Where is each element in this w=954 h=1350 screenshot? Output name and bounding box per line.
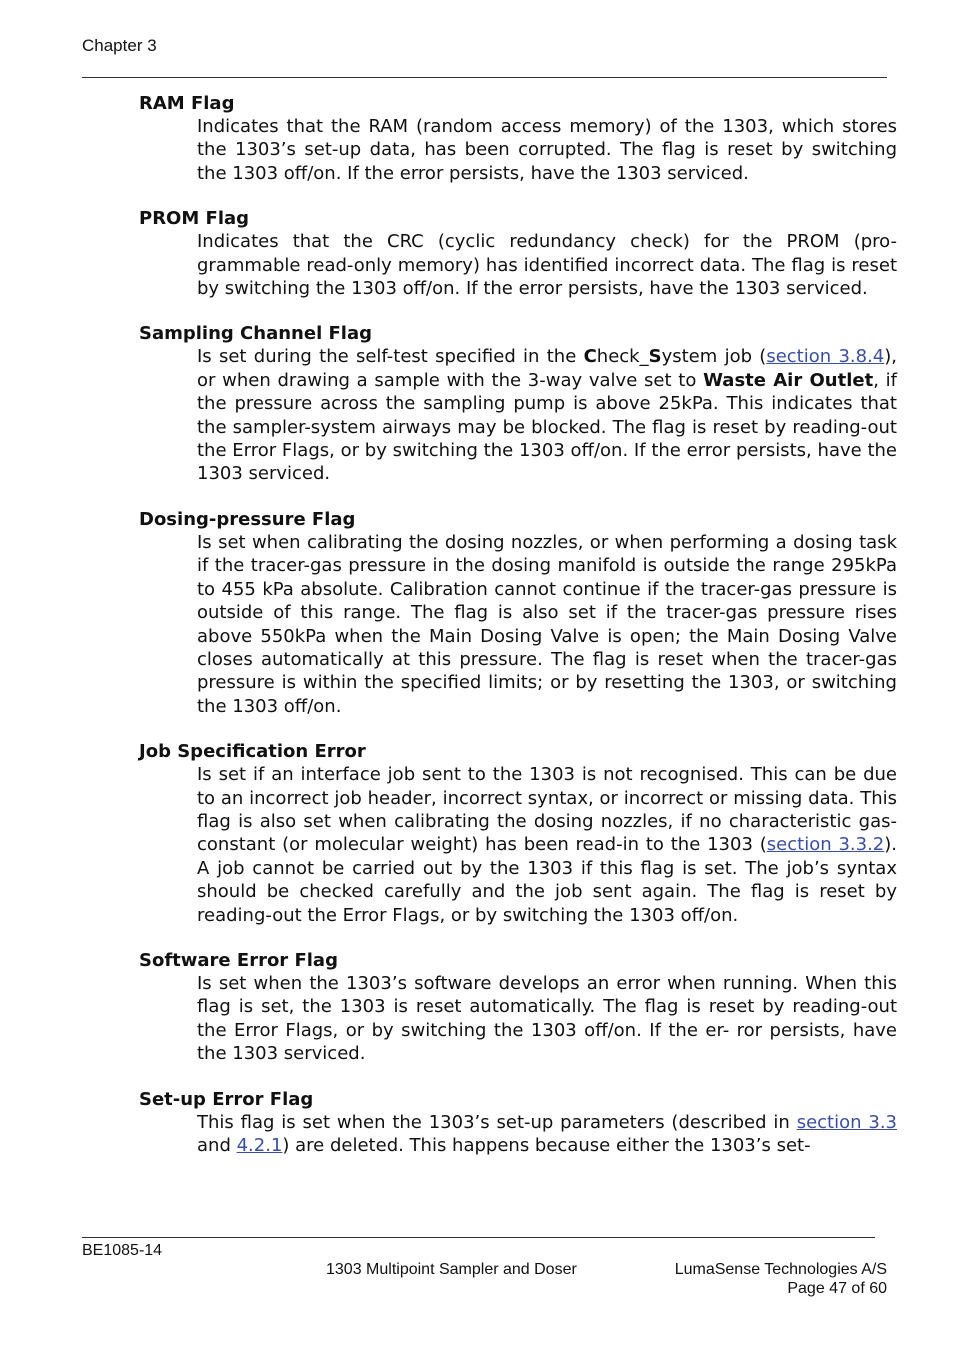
entry-set-up-error-flag bbox=[139, 1088, 897, 1158]
text-run: ). A job cannot be carried out by the 1303 if this flag is set. The job’s syntax should be checked carefully and the job sent again. The flag is reset by reading-out the Error Flags, or by switching the 1303 off/on. bbox=[197, 834, 897, 926]
text-run: Is set during the self-test specified in the bbox=[197, 346, 584, 368]
entry-dosing-pressure-flag bbox=[139, 508, 897, 718]
section-link-3-3-2[interactable]: section 3.3.2 bbox=[766, 834, 885, 856]
text-run: heck_ bbox=[596, 346, 649, 368]
doc-code: BE1085-14 bbox=[82, 1242, 163, 1259]
desc-job-specification-error bbox=[197, 763, 897, 927]
page-number: Page 47 of 60 bbox=[787, 1280, 887, 1297]
term-dosing-pressure-flag: Dosing-pressure Flag bbox=[139, 508, 356, 530]
term-software-error-flag: Software Error Flag bbox=[139, 949, 338, 971]
entry-software-error-flag bbox=[139, 949, 897, 1066]
desc-sampling-channel-flag bbox=[197, 345, 897, 485]
term-set-up-error-flag: Set-up Error Flag bbox=[139, 1088, 314, 1110]
text-run: ystem job ( bbox=[661, 346, 767, 368]
entry-sampling-channel-flag bbox=[139, 322, 897, 485]
entry-prom-flag bbox=[139, 207, 897, 300]
product-title: 1303 Multipoint Sampler and Doser bbox=[326, 1261, 577, 1278]
desc-set-up-error-flag bbox=[197, 1111, 897, 1158]
company-name: LumaSense Technologies A/S bbox=[674, 1261, 887, 1278]
text-run: , if the pressure across the sampling pump is above 25kPa. This indicates that the sampler-system airways may be blocked. The flag is reset by reading-out the Error Flags, or by switching the 1303 off/on. If the error persists, have the 1303 serviced. bbox=[197, 369, 898, 485]
flag-list bbox=[139, 92, 897, 1179]
section-link-4-2-1[interactable]: 4.2.1 bbox=[236, 1135, 283, 1156]
text-run: ) are deleted. This happens because either the 1303’s set- bbox=[282, 1135, 811, 1156]
bold-run: C bbox=[583, 346, 597, 368]
entry-ram-flag bbox=[139, 92, 897, 185]
footer-rule bbox=[82, 1237, 875, 1238]
section-link-3-3[interactable]: section 3.3 bbox=[796, 1111, 897, 1133]
bold-run: Waste Air Outlet bbox=[703, 369, 874, 391]
term-prom-flag: PROM Flag bbox=[139, 208, 250, 230]
section-link-3-8-4[interactable]: section 3.8.4 bbox=[766, 346, 885, 368]
header-rule bbox=[82, 77, 887, 78]
text-run: and bbox=[197, 1135, 237, 1156]
entry-job-specification-error bbox=[139, 740, 897, 927]
desc-dosing-pressure-flag: Is set when calibrating the dosing nozzles, or when performing a dosing task if the tracer-gas pressure in the dosing manifold is outside the range 295kPa to 455 kPa absolute. Calibration cannot continue if the tracer-gas pressure is outside of this range. The flag is also set if the tracer-gas pressure rises above 550kPa when the Main Dosing Valve is open; the Main Dosing Valve closes automatically at this pressure. The flag is reset when the tracer-gas pressure is within the specified limits; or by resetting the 1303, or switching the 1303 off/on. bbox=[197, 531, 897, 717]
text-run: ), or when drawing a sample with the 3-way valve set to bbox=[197, 346, 897, 391]
chapter-header: Chapter 3 bbox=[82, 36, 157, 55]
bold-run: S bbox=[648, 346, 662, 368]
text-run: Is set if an interface job sent to the 1303 is not recognised. This can be due to an incorrect job header, incorrect syntax, or incorrect or missing data. This flag is also set when calibrating the dosing nozzles, if no characteristic gas-constant (or molecular weight) has been read-in to the 1303 ( bbox=[197, 764, 897, 856]
text-run: This flag is set when the 1303’s set-up parameters (described in bbox=[197, 1111, 797, 1133]
term-ram-flag: RAM Flag bbox=[139, 93, 235, 114]
desc-software-error-flag: Is set when the 1303’s software develops an error when running. When this flag is set, the 1303 is reset automatically. The flag is reset by reading-out the Error Flags, or by switching the 1303 off/on. If the er- ror persists, have the 1303 serviced. bbox=[197, 972, 897, 1065]
term-job-specification-error: Job Specification Error bbox=[139, 741, 366, 763]
term-sampling-channel-flag: Sampling Channel Flag bbox=[139, 323, 372, 345]
desc-prom-flag: Indicates that the CRC (cyclic redundancy check) for the PROM (pro- grammable read-only memory) has identified incorrect data. The flag is reset by switching the 1303 off/on. If the error persists, have the 1303 serviced. bbox=[197, 231, 897, 300]
desc-ram-flag: Indicates that the RAM (random access memory) of the 1303, which stores the 1303’s set-up data, has been corrupted. The flag is reset by switching the 1303 off/on. If the error persists, have the 1303 serviced. bbox=[197, 116, 897, 184]
